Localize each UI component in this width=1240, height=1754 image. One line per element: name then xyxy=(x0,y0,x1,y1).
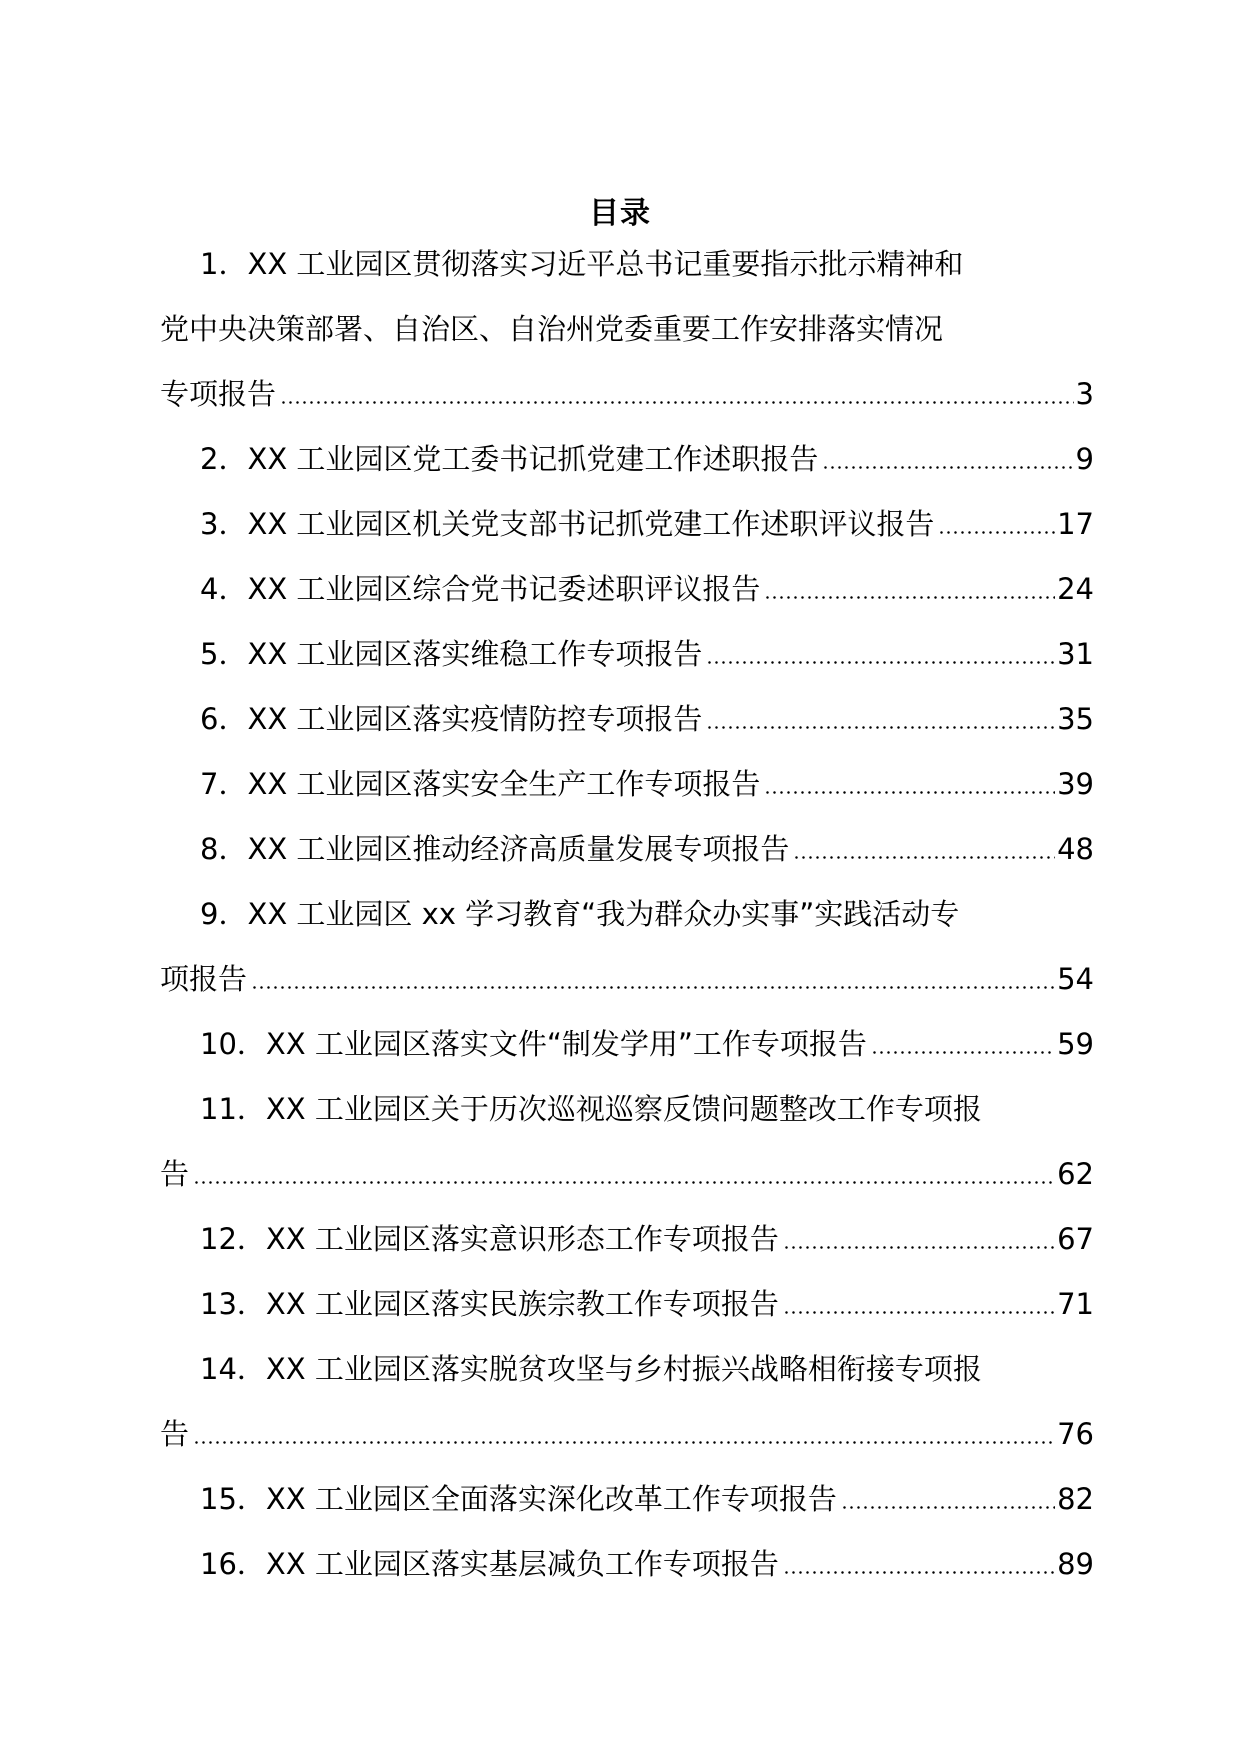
toc-entry-text-line: 5．XX 工业园区落实维稳工作专项报告 xyxy=(200,637,703,671)
toc-entry-text-line: 14．XX 工业园区落实脱贫攻坚与乡村振兴战略相衔接专项报 xyxy=(200,1352,982,1386)
dot-leader xyxy=(706,726,1055,729)
toc-entry-final-line xyxy=(160,1402,1094,1467)
toc-page-number: 39 xyxy=(1057,767,1094,801)
toc-entry-final-line xyxy=(160,362,1094,427)
toc-entry-text-line: 告 xyxy=(160,1417,190,1451)
toc-entry-final-line xyxy=(160,557,1094,622)
dot-leader xyxy=(764,596,1055,599)
dot-leader xyxy=(841,1506,1055,1509)
toc-entry[interactable] xyxy=(160,492,1094,557)
toc-entry-final-line xyxy=(160,492,1094,557)
toc-entry-final-line xyxy=(160,1467,1094,1532)
toc-page-number: 9 xyxy=(1075,442,1094,476)
toc-page-number: 67 xyxy=(1057,1222,1094,1256)
dot-leader xyxy=(822,466,1073,469)
toc-entry-final-line xyxy=(160,752,1094,817)
toc-entry[interactable] xyxy=(160,1272,1094,1337)
toc-entry-final-line xyxy=(160,1272,1094,1337)
toc-entry[interactable] xyxy=(160,1077,1094,1207)
toc-entry-final-line xyxy=(160,687,1094,752)
toc-entry-text-line: 15．XX 工业园区全面落实深化改革工作专项报告 xyxy=(200,1482,837,1516)
toc-entry[interactable] xyxy=(160,1532,1094,1597)
toc-title: 目录 xyxy=(589,196,651,232)
toc-entry-text-line: 16．XX 工业园区落实基层减负工作专项报告 xyxy=(200,1547,779,1581)
toc-entry[interactable] xyxy=(160,1207,1094,1272)
toc-page-number: 17 xyxy=(1057,507,1094,541)
dot-leader xyxy=(251,986,1055,989)
toc-entry-text-line: 专项报告 xyxy=(160,377,277,411)
toc-entry[interactable] xyxy=(160,557,1094,622)
toc-entry-text-line: 6．XX 工业园区落实疫情防控专项报告 xyxy=(200,702,703,736)
toc-entry-final-line xyxy=(160,1532,1094,1597)
toc-entry-final-line xyxy=(160,427,1094,492)
toc-page-number: 3 xyxy=(1075,377,1094,411)
table-of-contents xyxy=(160,232,1094,1597)
toc-page-number: 76 xyxy=(1057,1417,1094,1451)
dot-leader xyxy=(706,661,1055,664)
dot-leader xyxy=(783,1246,1055,1249)
toc-entry[interactable] xyxy=(160,687,1094,752)
dot-leader xyxy=(938,531,1055,534)
toc-entry-text-line: 项报告 xyxy=(160,962,248,996)
toc-entry[interactable] xyxy=(160,752,1094,817)
toc-entry[interactable] xyxy=(160,1012,1094,1077)
toc-entry-text-line: 告 xyxy=(160,1157,190,1191)
toc-page-number: 62 xyxy=(1057,1157,1094,1191)
toc-entry-final-line xyxy=(160,622,1094,687)
toc-entry[interactable] xyxy=(160,232,1094,427)
toc-page-number: 89 xyxy=(1057,1547,1094,1581)
toc-entry-text-line: 4．XX 工业园区综合党书记委述职评议报告 xyxy=(200,572,761,606)
dot-leader xyxy=(764,791,1055,794)
toc-entry-text-line: 10．XX 工业园区落实文件“制发学用”工作专项报告 xyxy=(200,1027,867,1061)
dot-leader xyxy=(193,1181,1055,1184)
dot-leader xyxy=(783,1571,1055,1574)
toc-entry[interactable] xyxy=(160,882,1094,1012)
toc-page-number: 54 xyxy=(1057,962,1094,996)
dot-leader xyxy=(783,1311,1055,1314)
toc-page-number: 24 xyxy=(1057,572,1094,606)
toc-entry[interactable] xyxy=(160,817,1094,882)
dot-leader xyxy=(280,401,1074,404)
toc-entry[interactable] xyxy=(160,1467,1094,1532)
toc-entry-text-line: 12．XX 工业园区落实意识形态工作专项报告 xyxy=(200,1222,779,1256)
toc-entry-final-line xyxy=(160,1142,1094,1207)
toc-entry-final-line xyxy=(160,1012,1094,1077)
toc-entry[interactable] xyxy=(160,427,1094,492)
toc-entry-final-line xyxy=(160,817,1094,882)
toc-entry-text-line: 3．XX 工业园区机关党支部书记抓党建工作述职评议报告 xyxy=(200,507,935,541)
dot-leader xyxy=(193,1441,1055,1444)
toc-page-number: 35 xyxy=(1057,702,1094,736)
toc-page-number: 82 xyxy=(1057,1482,1094,1516)
toc-entry-text-line: 8．XX 工业园区推动经济高质量发展专项报告 xyxy=(200,832,790,866)
toc-page-number: 59 xyxy=(1057,1027,1094,1061)
dot-leader xyxy=(793,856,1055,859)
toc-entry-text-line: 9．XX 工业园区 xx 学习教育“我为群众办实事”实践活动专 xyxy=(200,897,960,931)
toc-page-number: 71 xyxy=(1057,1287,1094,1321)
toc-page-number: 48 xyxy=(1057,832,1094,866)
toc-entry-text-line: 11．XX 工业园区关于历次巡视巡察反馈问题整改工作专项报 xyxy=(200,1092,982,1126)
dot-leader xyxy=(871,1051,1055,1054)
toc-page-number: 31 xyxy=(1057,637,1094,671)
toc-entry-text-line: 7．XX 工业园区落实安全生产工作专项报告 xyxy=(200,767,761,801)
toc-entry-text-line: 13．XX 工业园区落实民族宗教工作专项报告 xyxy=(200,1287,779,1321)
toc-entry-final-line xyxy=(160,947,1094,1012)
toc-entry[interactable] xyxy=(160,622,1094,687)
toc-entry-text-line: 2．XX 工业园区党工委书记抓党建工作述职报告 xyxy=(200,442,819,476)
toc-entry-text-line: 1．XX 工业园区贯彻落实习近平总书记重要指示批示精神和 xyxy=(200,247,964,281)
toc-entry-text-line: 党中央决策部署、自治区、自治州党委重要工作安排落实情况 xyxy=(160,312,944,346)
toc-entry[interactable] xyxy=(160,1337,1094,1467)
toc-entry-final-line xyxy=(160,1207,1094,1272)
